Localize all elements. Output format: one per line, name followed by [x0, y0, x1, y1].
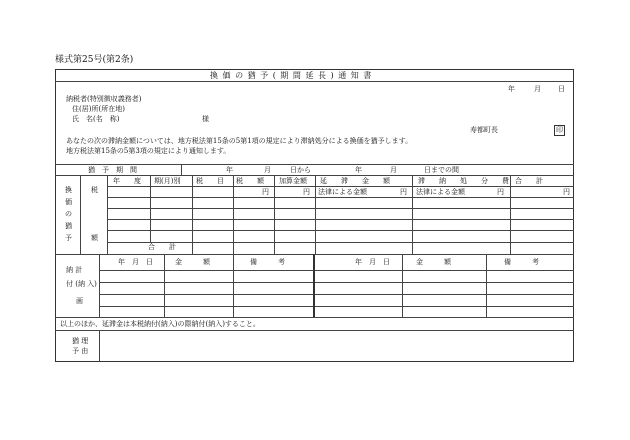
seal-mark: 印 [556, 126, 563, 134]
col-header-tax-amount: 税 額 [236, 177, 264, 185]
unit-yen-late-fee: 円 [400, 188, 407, 196]
unit-yen-collection: 円 [497, 188, 504, 196]
pay-col-remarks-right: 備 考 [504, 258, 539, 266]
reason-label-2: 予 由 [72, 347, 89, 355]
honorific: 様 [202, 115, 209, 123]
period-to-suffix: 日までの間 [424, 166, 459, 174]
issuer-title: 寿都町長 [470, 126, 498, 134]
address-label: 住(居)所(所在地) [72, 105, 125, 113]
unit-yen-tax: 円 [262, 188, 269, 196]
body-text-2: 地方税法第15条の5第3項の規定により通知します。 [66, 147, 231, 155]
period-to-year: 年 [355, 166, 362, 174]
form-title: 換 価 の 猶 予 ( 期 間 延 長 ) 通 知 書 [210, 71, 373, 80]
col-header-penalty: 加算金額 [279, 177, 307, 185]
body-text-1: あなたの次の滞納金額については、地方税法第15条の5第1項の規定により滞納処分による換価を猶予します。 [66, 137, 413, 145]
col-header-late-fee: 延 滞 金 額 [320, 177, 390, 185]
col-header-period: 期(月)別 [154, 177, 181, 185]
vertical-label-2: 価 [65, 198, 72, 206]
vertical-label-4: 猶 [65, 222, 72, 230]
date-month: 月 [534, 85, 541, 93]
date-year: 年 [508, 85, 515, 93]
col-header-tax-item: 税 目 [196, 177, 224, 185]
vertical-label-5: 予 [65, 234, 72, 242]
form-number: 様式第25号(第2条) [55, 55, 134, 65]
legal-amount-late-fee: 法律による金額 [318, 188, 367, 196]
vertical-label-3: の [65, 210, 72, 218]
amount-label: 額 [91, 234, 98, 242]
unit-yen-total: 円 [563, 188, 570, 196]
pay-col-date-right: 年 月 日 [355, 258, 390, 266]
col-header-year: 年 度 [113, 177, 141, 185]
period-label: 猶 予 期 間 [88, 166, 137, 174]
payment-label-bottom: 画 [76, 297, 83, 305]
taxpayer-label: 納税者(特別徴収義務者) [66, 95, 142, 103]
col-header-total: 合 計 [515, 177, 543, 185]
name-label: 氏 名(名 称) [72, 115, 120, 123]
period-from-year: 年 [226, 166, 233, 174]
pay-col-amount-left: 金 額 [175, 258, 210, 266]
payment-note: 以上のほか、延滞金は本税納付(納入)の際納付(納入)すること。 [60, 320, 260, 328]
date-day: 日 [558, 85, 565, 93]
unit-yen-penalty: 円 [303, 188, 310, 196]
col-header-collection-fee: 滞 納 処 分 費 [418, 177, 509, 185]
payment-label-top: 納 計 [66, 266, 83, 274]
payment-label-mid: 付 (納 入) [66, 280, 97, 288]
period-to-month: 月 [390, 166, 397, 174]
pay-col-date-left: 年 月 日 [118, 258, 153, 266]
legal-amount-collection: 法律による金額 [416, 188, 465, 196]
period-from-month: 月 [264, 166, 271, 174]
tax-label: 税 [91, 186, 98, 194]
period-from-suffix: 日から [290, 166, 311, 174]
vertical-label-1: 換 [65, 186, 72, 194]
reason-label-1: 猶 理 [72, 337, 89, 345]
pay-col-remarks-left: 備 考 [250, 258, 285, 266]
pay-col-amount-right: 金 額 [416, 258, 451, 266]
subtotal-label: 合 計 [148, 243, 176, 251]
